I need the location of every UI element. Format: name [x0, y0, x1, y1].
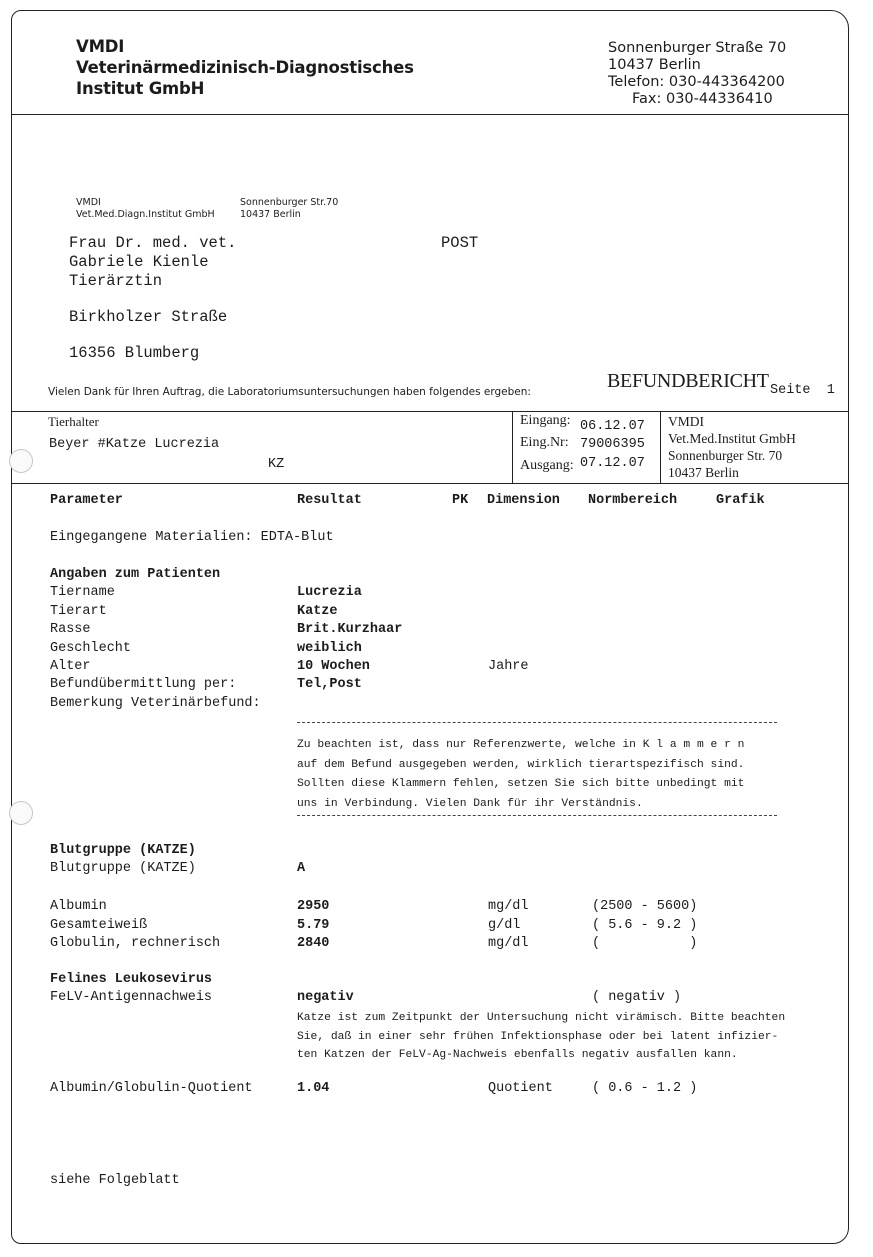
info-box-lab: VMDI Vet.Med.Institut GmbH Sonnenburger Str. 70 10437 Berlin	[668, 414, 796, 480]
patient-row	[50, 676, 810, 694]
delivery-method: POST	[441, 234, 479, 252]
footer-text: siehe Folgeblatt	[50, 1173, 180, 1188]
result-range: (2500 - 5600)	[592, 899, 698, 914]
note-divider	[297, 722, 777, 723]
protein-section	[0, 898, 873, 954]
patient-row-label: Geschlecht	[50, 640, 132, 656]
col-normbereich: Normbereich	[588, 493, 678, 508]
felv-heading: Felines Leukosevirus	[50, 972, 213, 987]
ag-ratio-label: Albumin/Globulin-Quotient	[50, 1081, 253, 1096]
info-box-bottom	[11, 483, 849, 484]
recipient-city: 16356 Blumberg	[69, 344, 200, 362]
note-divider	[297, 815, 777, 816]
thanks-text: Vielen Dank für Ihren Auftrag, die Laboratoriumsuntersuchungen haben folgendes ergeben:	[48, 386, 531, 398]
patient-row	[50, 640, 810, 658]
result-row	[0, 917, 873, 936]
patient-row-value: Tel,Post	[297, 677, 362, 693]
col-parameter: Parameter	[50, 493, 123, 508]
ag-ratio-range: ( 0.6 - 1.2 )	[592, 1081, 698, 1096]
punch-hole	[9, 801, 33, 825]
page-indicator	[770, 383, 835, 398]
note-text: Zu beachten ist, dass nur Referenzwerte, welche in K l a m m e r n auf dem Befund ausgegeben werden, wirklich tierartspezifisch sind. Sollten diese Klammern fehlen, setzen Sie sich bitte unbedingt mit uns in Verbindung. Vielen Dank für ihr Verständnis.	[297, 739, 745, 810]
bloodgroup-value: A	[297, 861, 306, 876]
letterhead-divider	[11, 114, 849, 115]
page-label: Seite	[770, 383, 811, 398]
eingang-label: Eingang:	[520, 413, 571, 428]
result-value: 5.79	[297, 917, 330, 933]
patient-section	[50, 566, 810, 713]
result-unit: mg/dl	[488, 936, 529, 951]
result-value: 2840	[297, 936, 330, 951]
patient-row	[50, 584, 810, 602]
eingnr-value: 79006395	[580, 437, 645, 452]
bloodgroup-heading: Blutgruppe (KATZE)	[50, 843, 196, 858]
lab-address: Sonnenburger Straße 70 10437 Berlin Telefon: 030-443364200 Fax: 030-44336410	[608, 40, 787, 107]
lab-name: VMDI Veterinärmedizinisch-Diagnostisches Institut GmbH	[76, 37, 414, 98]
materials-line: Eingegangene Materialien: EDTA-Blut	[50, 530, 334, 545]
ausgang-value: 07.12.07	[580, 456, 645, 471]
result-unit: g/dl	[488, 917, 521, 933]
patient-row-label: Bemerkung Veterinärbefund:	[50, 695, 261, 711]
felv-value: negativ	[297, 990, 354, 1005]
info-box-top	[11, 411, 849, 412]
ag-ratio-value: 1.04	[297, 1081, 330, 1096]
felv-label: FeLV-Antigennachweis	[50, 990, 213, 1005]
patient-row	[50, 621, 810, 639]
result-label: Albumin	[50, 899, 107, 914]
result-label: Gesamteiweiß	[50, 917, 148, 933]
col-grafik: Grafik	[716, 493, 765, 508]
ausgang-label: Ausgang:	[520, 458, 574, 473]
result-row	[0, 898, 873, 917]
patient-row	[50, 658, 810, 676]
patient-row-value: 10 Wochen	[297, 658, 370, 674]
info-box-divider	[512, 411, 513, 483]
col-resultat: Resultat	[297, 493, 362, 508]
bloodgroup-label: Blutgruppe (KATZE)	[50, 861, 196, 876]
sender-left: VMDI Vet.Med.Diagn.Institut GmbH	[76, 197, 215, 220]
result-unit: mg/dl	[488, 899, 529, 914]
ag-ratio-unit: Quotient	[488, 1081, 553, 1096]
col-pk: PK	[452, 493, 469, 508]
eingnr-label: Eing.Nr:	[520, 435, 569, 450]
page-number: 1	[826, 383, 835, 398]
felv-range: ( negativ )	[592, 990, 682, 1005]
patient-row	[50, 603, 810, 621]
patient-row-label: Alter	[50, 658, 91, 674]
recipient-address: Frau Dr. med. vet. Gabriele Kienle Tierärztin	[69, 234, 237, 290]
patient-row-value: weiblich	[297, 640, 362, 656]
sender-right: Sonnenburger Str.70 10437 Berlin	[240, 197, 339, 220]
result-range: ( )	[592, 936, 698, 951]
result-range: ( 5.6 - 9.2 )	[592, 917, 698, 933]
recipient-street: Birkholzer Straße	[69, 308, 228, 326]
eingang-value: 06.12.07	[580, 419, 645, 434]
col-dimension: Dimension	[487, 493, 560, 508]
punch-hole	[9, 449, 33, 473]
patient-row-label: Befundübermittlung per:	[50, 677, 237, 693]
result-label: Globulin, rechnerisch	[50, 936, 221, 951]
patient-row-value: Lucrezia	[297, 585, 362, 601]
patient-heading: Angaben zum Patienten	[50, 567, 221, 582]
owner-label: Tierhalter	[48, 414, 99, 429]
patient-row-label: Tiername	[50, 585, 115, 601]
patient-row-extra: Jahre	[488, 658, 529, 674]
patient-row-label: Tierart	[50, 603, 107, 619]
species-code: KZ	[268, 457, 285, 472]
patient-row-label: Rasse	[50, 622, 91, 638]
patient-row	[50, 695, 810, 713]
owner-value: Beyer #Katze Lucrezia	[49, 437, 220, 452]
patient-row-value: Katze	[297, 603, 338, 619]
report-title: BEFUNDBERICHT	[607, 370, 769, 392]
info-box-divider	[660, 411, 661, 483]
felv-comment: Katze ist zum Zeitpunkt der Untersuchung nicht virämisch. Bitte beachten Sie, daß in einer sehr frühen Infektionsphase oder bei latent infizier- ten Katzen der FeLV-Ag-Nachweis ebenfalls negativ ausfallen kann.	[297, 1012, 786, 1061]
patient-row-value: Brit.Kurzhaar	[297, 622, 403, 638]
result-value: 2950	[297, 899, 330, 914]
result-row	[0, 935, 873, 954]
